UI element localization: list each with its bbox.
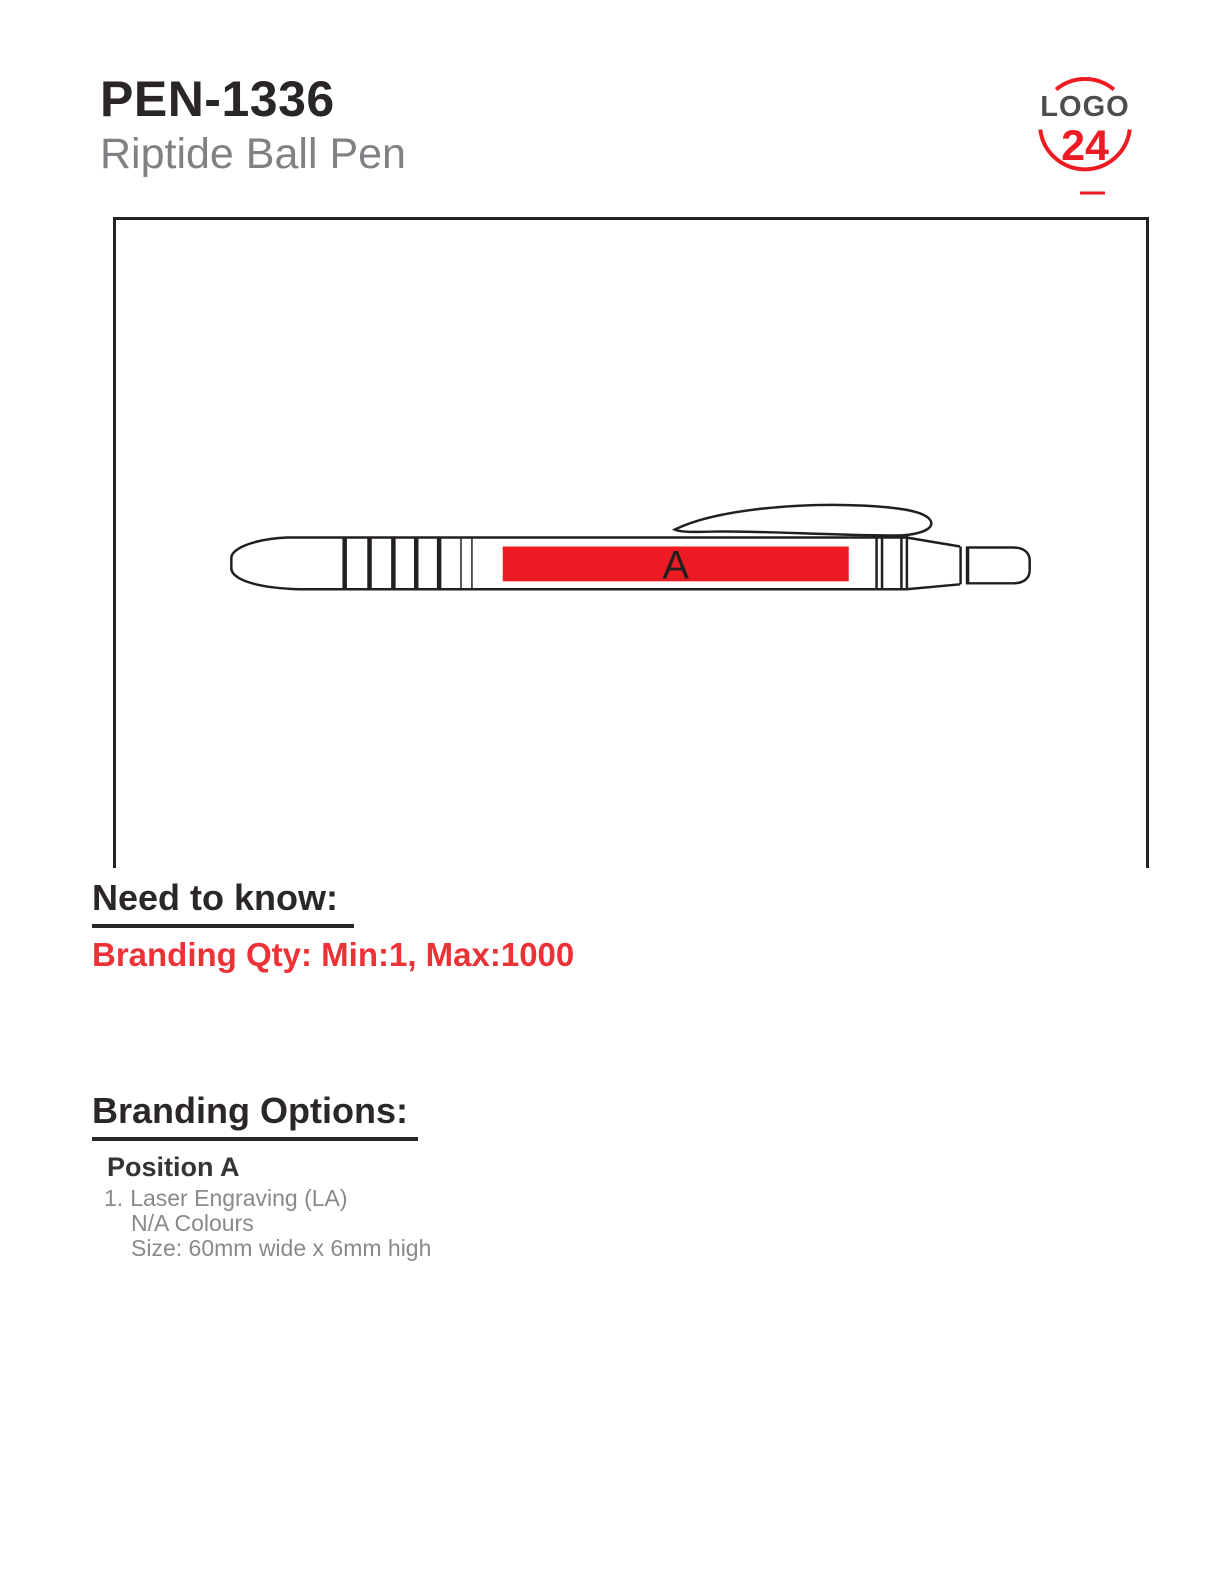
product-name-subtitle: Riptide Ball Pen xyxy=(100,130,406,178)
branding-options-heading: Branding Options: xyxy=(92,1090,418,1141)
pen-drawing xyxy=(116,220,1146,868)
position-a-title: Position A xyxy=(107,1152,240,1182)
product-code-title: PEN-1336 xyxy=(100,71,335,127)
logo-word: LOGO xyxy=(1040,91,1130,123)
logo-number: 24 xyxy=(1061,122,1109,170)
logo-top-arc-icon xyxy=(1056,79,1114,90)
need-to-know-heading: Need to know: xyxy=(92,877,354,928)
branding-method-text: Laser Engraving (LA) xyxy=(130,1185,348,1211)
branding-size-text: Size: 60mm wide x 6mm high xyxy=(131,1235,432,1261)
branding-area-label: A xyxy=(662,543,690,588)
logo24-logo xyxy=(1005,52,1165,212)
pen-rear-rings xyxy=(877,535,907,590)
branding-colours-text: N/A Colours xyxy=(131,1210,254,1236)
pen-push-button xyxy=(968,547,1030,583)
branding-method-line xyxy=(104,1186,431,1211)
pen-grip-thin-rings xyxy=(461,539,472,589)
item-number: 1. xyxy=(104,1185,124,1211)
branding-qty-text: Branding Qty: Min:1, Max:1000 xyxy=(92,936,575,973)
pen-clip xyxy=(675,505,932,536)
product-image-frame xyxy=(113,217,1149,868)
position-a-details xyxy=(104,1186,431,1261)
pen-grip-rings xyxy=(345,539,439,589)
pen-tip xyxy=(231,538,299,590)
